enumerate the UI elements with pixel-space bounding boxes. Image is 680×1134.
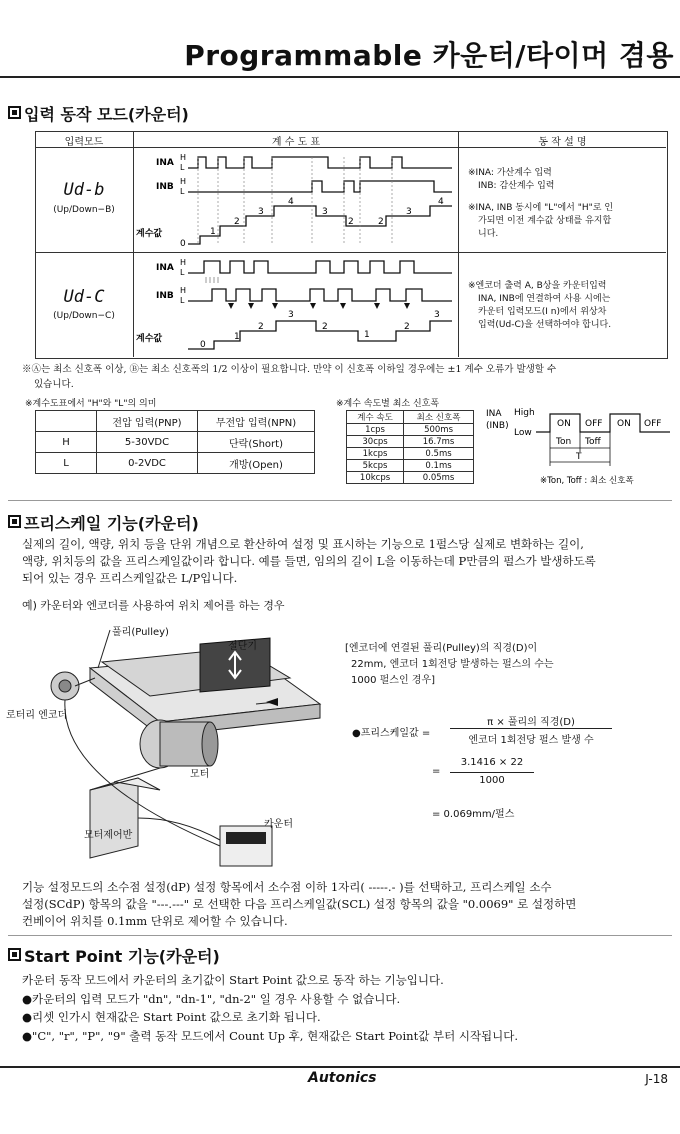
pulse-off1: OFF bbox=[585, 419, 603, 429]
cond-line-1: [엔코더에 연결된 풀리(Pulley)의 직경(D)이 bbox=[345, 643, 538, 654]
prescale-line-2: 액량, 위치등의 값을 프리스케일값이라 합니다. 예를 들면, 임의의 길이 L을 이동하는데 P만큼의 펄스가 발생하도록 bbox=[22, 554, 596, 568]
signal-width-note: ※Ⓐ는 최소 신호폭 이상, Ⓑ는 최소 신호폭의 1/2 이상이 필요합니다. 만약 이 신호폭 이하일 경우에는 ±1 계수 오류가 발생할 수 bbox=[22, 364, 557, 375]
hl-cell: L bbox=[36, 453, 97, 474]
start-line-1: 카운터 동작 모드에서 카운터의 초기값이 Start Point 값으로 동작 하는 기능입니다. bbox=[22, 973, 444, 987]
fraction-bar bbox=[450, 728, 612, 729]
label-inb: INB bbox=[156, 291, 174, 301]
prescale-line-3: 되어 있는 경우 프리스케일값은 L/P입니다. bbox=[22, 571, 238, 585]
hl-cell: H bbox=[36, 432, 97, 453]
speed-cell: 1cps bbox=[347, 424, 404, 436]
conveyor-illustration bbox=[20, 618, 340, 878]
footer-rule bbox=[0, 1066, 680, 1068]
count-values bbox=[200, 310, 440, 350]
speed-cell: 1kcps bbox=[347, 448, 404, 460]
page-title: Programmable 카운터/타이머 겸용 bbox=[184, 39, 674, 72]
label-h2: H bbox=[180, 177, 187, 186]
label-h: H bbox=[180, 153, 187, 162]
speed-head: 계수 속도 bbox=[347, 411, 404, 424]
square-bullet-icon bbox=[8, 106, 21, 119]
inb-waveform bbox=[188, 289, 452, 301]
label-motor: 모터 bbox=[190, 769, 210, 780]
square-bullet-icon bbox=[8, 948, 21, 961]
prescale-paragraph bbox=[22, 536, 596, 587]
cc-2: 2 bbox=[258, 322, 264, 332]
formula-label: ●프리스케일값 = bbox=[352, 728, 431, 739]
section-divider-2 bbox=[8, 935, 672, 936]
udb-description bbox=[468, 167, 613, 241]
col-count-chart: 계 수 도 표 bbox=[271, 137, 321, 148]
speed-head: 최소 신호폭 bbox=[404, 411, 474, 424]
decimal-line-3: 컨베이어 위치를 0.1mm 단위로 제어할 수 있습니다. bbox=[22, 914, 288, 928]
pulse-high: High bbox=[514, 408, 535, 418]
hl-cell: 개방(Open) bbox=[198, 453, 315, 474]
brand-logo: Autonics bbox=[308, 1070, 377, 1086]
mode-code-udc: Ud-C bbox=[63, 287, 105, 307]
example-conditions bbox=[345, 641, 554, 689]
hl-cell: 5-30VDC bbox=[97, 432, 198, 453]
guide-lines bbox=[198, 157, 392, 244]
decimal-line-1: 기능 설정모드의 소수점 설정(dP) 설정 항목에서 소수점 이하 1자리( -----.- )를 선택하고, 프리스케일 소수 bbox=[22, 880, 552, 894]
formula-denominator-2: 1000 bbox=[479, 775, 505, 786]
speed-table-title: ※계수 속도별 최소 신호폭 bbox=[336, 399, 440, 409]
cond-line-2: 22mm, 엔코더 1회전당 발생하는 펄스의 수는 bbox=[351, 659, 554, 670]
label-ina: INA bbox=[156, 158, 174, 168]
udc-desc-4: 입력(Ud-C)을 선택하여야 합니다. bbox=[478, 320, 612, 330]
udb-desc-1: ※INA: 가산계수 입력 bbox=[468, 168, 552, 178]
pulley bbox=[59, 680, 71, 692]
hl-cell: 0-2VDC bbox=[97, 453, 198, 474]
pulse-note: ※Ton, Toff : 최소 신호폭 bbox=[540, 476, 634, 486]
cc-4: 2 bbox=[322, 322, 328, 332]
udc-desc-3: 카운터 입력모드(I n)에서 위상차 bbox=[478, 307, 607, 317]
speed-cell: 0.05ms bbox=[404, 472, 474, 484]
section-divider-1 bbox=[8, 500, 672, 501]
label-inb: INB bbox=[156, 182, 174, 192]
square-bullet-icon bbox=[8, 515, 21, 528]
udb-desc-3: ※INA, INB 동시에 "L"에서 "H"로 인 bbox=[468, 203, 614, 213]
label-cutter: 절단기 bbox=[228, 641, 257, 652]
section-heading-text: 프리스케일 기능(카운터) bbox=[24, 514, 199, 533]
hl-head-2: 무전압 입력(NPN) bbox=[198, 411, 315, 432]
label-encoder: 로터리 엔코더 bbox=[6, 710, 68, 721]
pulse-width-diagram bbox=[484, 404, 674, 488]
cb-5: 3 bbox=[322, 207, 328, 217]
label-count: 계수값 bbox=[136, 334, 163, 344]
label-l: L bbox=[180, 163, 185, 172]
hl-table-title: ※계수도표에서 "H"와 "L"의 의미 bbox=[25, 399, 157, 409]
section-heading-input-mode bbox=[8, 102, 189, 125]
speed-cell: 16.7ms bbox=[404, 436, 474, 448]
cc-3: 3 bbox=[288, 310, 294, 320]
speed-cell: 30cps bbox=[347, 436, 404, 448]
cb-0: 0 bbox=[180, 239, 186, 249]
label-count: 계수값 bbox=[136, 229, 163, 239]
start-line-2: ●카운터의 입력 모드가 "dn", "dn-1", "dn-2" 일 경우 사용할 수 없습니다. bbox=[22, 991, 401, 1006]
label-h: H bbox=[180, 258, 187, 267]
label-l2: L bbox=[180, 296, 185, 305]
udb-desc-4: 가되면 이전 계수값 상태를 유지합 bbox=[478, 216, 612, 226]
decimal-line-2: 설정(SCdP) 항목의 값을 "---.---" 로 선택한 다음 프리스케일값(SCL) 설정 항목의 값을 "0.0069" 로 설정하면 bbox=[22, 897, 577, 911]
speed-table bbox=[346, 410, 474, 484]
cb-1: 1 bbox=[210, 227, 216, 237]
label-counter: 카운터 bbox=[264, 819, 293, 830]
pulse-toff: Toff bbox=[585, 437, 601, 447]
mode-sub-udc: (Up/Down−C) bbox=[53, 311, 115, 321]
control-panel bbox=[90, 778, 138, 858]
col-operation: 동 작 설 명 bbox=[538, 137, 587, 148]
speed-cell: 5kcps bbox=[347, 460, 404, 472]
cb-9: 4 bbox=[438, 197, 444, 207]
cb-2: 2 bbox=[234, 217, 240, 227]
section-heading-prescale bbox=[8, 511, 199, 534]
udb-desc-5: 니다. bbox=[478, 229, 499, 239]
start-line-3: ●리셋 인가시 현재값은 Start Point 값으로 초기화 됩니다. bbox=[22, 1010, 321, 1024]
pulse-low: Low bbox=[514, 428, 532, 438]
arrow-marks bbox=[228, 303, 410, 309]
prescale-line-1: 실제의 길이, 액량, 위치 등을 단위 개념으로 환산하여 설정 및 표시하는 기능으로 1펄스당 실제로 변화하는 길이, bbox=[22, 537, 584, 551]
label-l2: L bbox=[180, 187, 185, 196]
formula-numerator: π × 풀리의 직경(D) bbox=[487, 717, 575, 728]
label-ina: INA bbox=[156, 263, 174, 273]
speed-cell: 0.5ms bbox=[404, 448, 474, 460]
speed-cell: 10kcps bbox=[347, 472, 404, 484]
udc-description bbox=[468, 280, 611, 332]
page-number: J-18 bbox=[645, 1072, 668, 1086]
counter-display bbox=[226, 832, 266, 844]
label-pulley: 풀리(Pulley) bbox=[112, 627, 169, 638]
timing-chart-udb bbox=[134, 148, 458, 252]
formula-numerator-2: 3.1416 × 22 bbox=[460, 757, 524, 768]
cb-8: 3 bbox=[406, 207, 412, 217]
cond-line-3: 1000 펄스인 경우] bbox=[351, 675, 436, 686]
mode-sub-udb: (Up/Down−B) bbox=[53, 205, 115, 215]
cb-6: 2 bbox=[348, 217, 354, 227]
hl-head-0 bbox=[36, 411, 97, 432]
formula-result: = 0.069mm/펄스 bbox=[432, 809, 515, 820]
hl-table bbox=[35, 410, 315, 474]
section-heading-text: 입력 동작 모드(카운터) bbox=[24, 105, 189, 124]
count-waveform bbox=[188, 206, 452, 244]
ina-waveform bbox=[188, 157, 452, 168]
start-point-paragraph bbox=[22, 971, 518, 1045]
section-heading-start-point bbox=[8, 944, 220, 967]
pulse-t: T bbox=[576, 452, 582, 462]
cc-1: 1 bbox=[234, 332, 240, 342]
speed-cell: 500ms bbox=[404, 424, 474, 436]
mode-code-udb: Ud-b bbox=[63, 180, 105, 200]
pulse-inb: (INB) bbox=[486, 421, 509, 431]
pulse-ina: INA bbox=[486, 409, 502, 419]
timing-chart-udc bbox=[134, 253, 458, 357]
title-rule bbox=[0, 76, 680, 78]
section-heading-text: Start Point 기능(카운터) bbox=[24, 947, 220, 966]
cc-7: 3 bbox=[434, 310, 440, 320]
count-waveform bbox=[188, 321, 452, 349]
cb-4: 4 bbox=[288, 197, 294, 207]
fraction-bar-2 bbox=[450, 772, 534, 773]
cb-7: 2 bbox=[378, 217, 384, 227]
pulse-ton: Ton bbox=[556, 437, 572, 447]
hatch-marks bbox=[206, 277, 218, 283]
decimal-setting-paragraph bbox=[22, 879, 576, 930]
inb-waveform bbox=[188, 181, 452, 192]
label-h2: H bbox=[180, 286, 187, 295]
cc-0: 0 bbox=[200, 340, 206, 350]
label-panel: 모터제어반 bbox=[84, 830, 133, 841]
udc-desc-1: ※엔코더 출력 A, B상을 카운터입력 bbox=[468, 281, 607, 291]
ina-waveform bbox=[188, 261, 452, 273]
pulse-on2: ON bbox=[617, 419, 631, 429]
hl-cell: 단락(Short) bbox=[198, 432, 315, 453]
start-line-4: ●"C", "r", "P", "9" 출력 동작 모드에서 Count Up 후, 현재값은 Start Point값 부터 시작됩니다. bbox=[22, 1028, 519, 1043]
hl-head-1: 전압 입력(PNP) bbox=[97, 411, 198, 432]
example-heading: 예) 카운터와 엔코더를 사용하여 위치 제어를 하는 경우 bbox=[22, 599, 285, 612]
formula-eq2: = bbox=[432, 766, 441, 777]
cc-6: 2 bbox=[404, 322, 410, 332]
signal-width-note-2: 있습니다. bbox=[34, 379, 74, 390]
cc-5: 1 bbox=[364, 330, 370, 340]
cb-3: 3 bbox=[258, 207, 264, 217]
table-col-line-2 bbox=[458, 131, 459, 357]
udb-desc-2: INB: 감산계수 입력 bbox=[478, 181, 555, 191]
formula-denominator: 엔코더 1회전당 펄스 발생 수 bbox=[468, 735, 594, 746]
pulse-on1: ON bbox=[557, 419, 571, 429]
col-input-mode: 입력모드 bbox=[64, 137, 104, 148]
speed-cell: 0.1ms bbox=[404, 460, 474, 472]
pulse-off2: OFF bbox=[644, 419, 662, 429]
motor-end bbox=[202, 722, 218, 766]
udc-desc-2: INA, INB에 연결하여 사용 시에는 bbox=[478, 294, 611, 304]
label-l: L bbox=[180, 268, 185, 277]
